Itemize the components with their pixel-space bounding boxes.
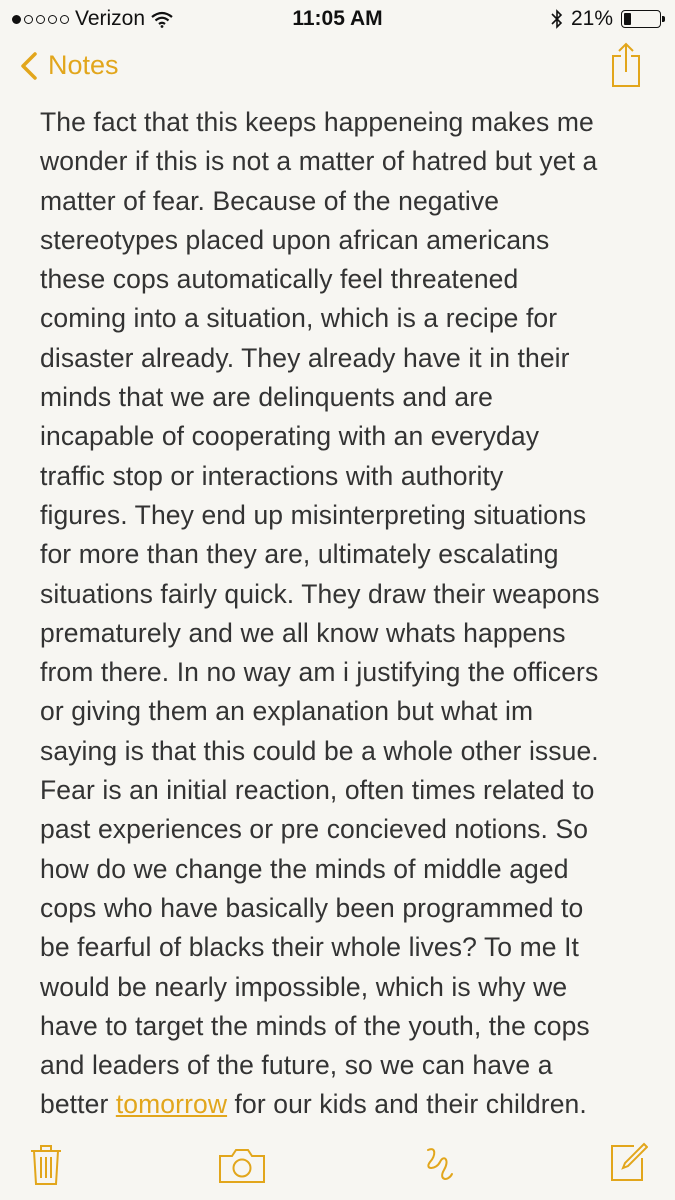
note-text-segment: better <box>40 1089 116 1120</box>
note-text-segment: for our kids and their children. <box>227 1089 587 1120</box>
bluetooth-icon <box>551 9 563 29</box>
note-line: for more than they are, ultimately escalating <box>40 539 559 570</box>
note-line: coming into a situation, which is a recipe for <box>40 303 558 334</box>
detected-date-link[interactable]: tomorrow <box>115 1089 228 1120</box>
note-line: minds that we are delinquents and are <box>40 382 494 413</box>
note-line: traffic stop or interactions with authority <box>40 460 504 491</box>
note-line: prematurely and we all know whats happens <box>40 617 566 648</box>
sketch-icon[interactable] <box>422 1144 456 1188</box>
note-line: Fear is an initial reaction, often times related to <box>40 775 595 806</box>
battery-level <box>624 13 631 25</box>
note-line: figures. They end up misinterpreting situations <box>40 499 587 530</box>
note-line: The fact that this keeps happeneing makes me <box>40 107 594 137</box>
note-line: wonder if this is not a matter of hatred but yet a <box>40 146 598 177</box>
camera-icon[interactable] <box>218 1148 266 1184</box>
note-line: or giving them an explanation but what im <box>40 696 534 727</box>
note-line: and leaders of the future, so we can have a <box>40 1050 553 1081</box>
note-line: be fearful of blacks their whole lives? To me It <box>40 932 579 963</box>
bottom-toolbar <box>0 1138 675 1200</box>
note-line: these cops automatically feel threatened <box>40 264 519 295</box>
status-right <box>551 7 661 31</box>
note-line: disaster already. They already have it in their <box>40 342 570 373</box>
compose-icon[interactable] <box>610 1142 648 1182</box>
note-line: would be nearly impossible, which is why we <box>40 971 568 1002</box>
status-time: 11:05 AM <box>292 7 383 30</box>
note-line: situations fairly quick. They draw their weapons <box>40 578 600 609</box>
share-icon[interactable] <box>611 42 641 88</box>
note-line: saying is that this could be a whole other issue. <box>40 735 599 766</box>
back-label: Notes <box>48 50 119 80</box>
note-line: have to target the minds of the youth, the cops <box>40 1010 590 1041</box>
note-line: matter of fear. Because of the negative <box>40 185 500 216</box>
note-line: how do we change the minds of middle aged <box>40 853 569 884</box>
status-bar <box>0 0 675 38</box>
nav-bar <box>0 42 675 98</box>
note-line: incapable of cooperating with an everyday <box>40 421 540 452</box>
battery-percent: 21% <box>570 7 613 30</box>
note-line: stereotypes placed upon african americans <box>40 224 550 255</box>
chevron-left-icon <box>20 51 38 81</box>
note-line: from there. In no way am i justifying the officers <box>40 657 599 688</box>
carrier-name: Verizon <box>75 7 146 30</box>
note-line <box>40 1085 640 1124</box>
battery-icon <box>621 10 661 28</box>
trash-icon[interactable] <box>30 1144 62 1186</box>
note-line: cops who have basically been programmed to <box>40 892 584 923</box>
note-text[interactable] <box>40 103 640 1125</box>
back-button[interactable] <box>20 50 119 81</box>
note-line: past experiences or pre concieved notions. So <box>40 814 589 845</box>
